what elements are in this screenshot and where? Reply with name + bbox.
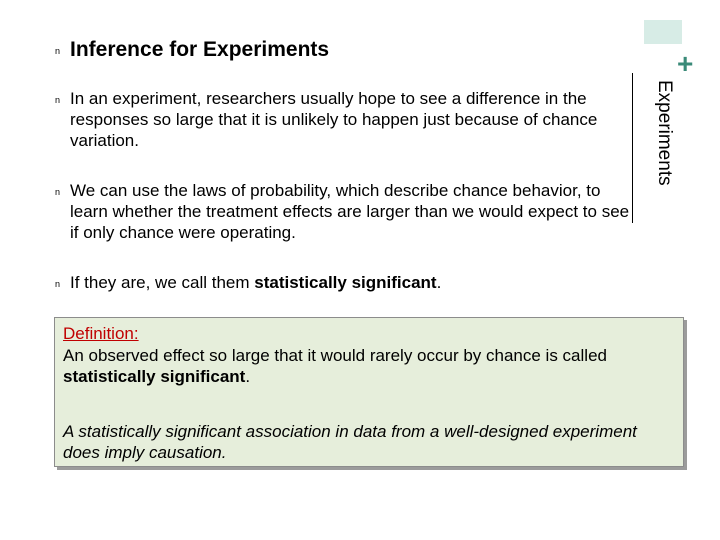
bullet-icon: n: [55, 279, 61, 289]
corner-decoration: [644, 20, 682, 44]
side-divider: [632, 73, 633, 223]
definition-text: [63, 345, 673, 387]
definition-term: statistically significant: [63, 367, 246, 386]
bullet-text-2: We can use the laws of probability, which describe chance behavior, to learn whether the treatment effects are larger than we would expect to see if only chance were operating.: [70, 181, 630, 242]
plus-icon: +: [677, 48, 694, 79]
bullet-icon: n: [55, 46, 61, 56]
bullet-text-3-bold: statistically significant: [254, 273, 437, 292]
bullet-text-3-start: If they are, we call them: [70, 273, 255, 292]
side-section-label: Experiments: [654, 80, 675, 186]
slide-title: Inference for Experiments: [70, 38, 330, 61]
bullet-text-3-end: .: [436, 273, 442, 292]
bullet-text-1: In an experiment, researchers usually hope to see a difference in the responses so large that it is unlikely to happen just because of chance variation.: [70, 89, 598, 150]
definition-heading: Definition:: [63, 324, 139, 343]
definition-box: [54, 317, 684, 467]
bullet-icon: n: [55, 95, 61, 105]
definition-text-end: .: [245, 367, 251, 386]
bullet-icon: n: [55, 187, 61, 197]
definition-text-start: An observed effect so large that it would rarely occur by chance is called: [63, 346, 607, 365]
definition-note: A statistically significant association in data from a well-designed experiment does imply causation.: [63, 422, 637, 462]
bullet-text-3: [70, 272, 630, 293]
